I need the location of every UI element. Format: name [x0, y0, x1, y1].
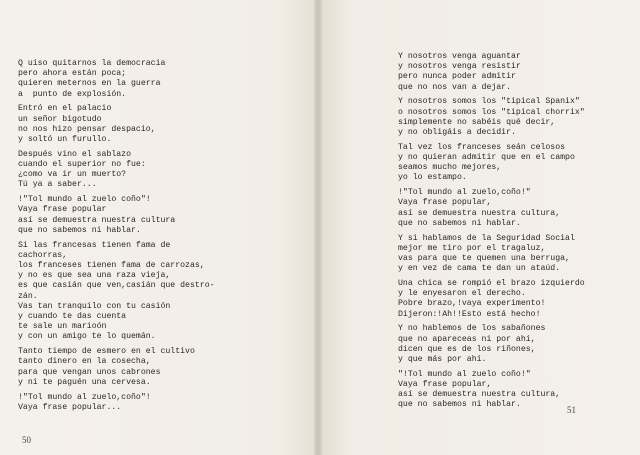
poem-line: seamos mucho mejores,	[398, 163, 502, 173]
poem-line: y le enyesaron el derecho.	[398, 289, 526, 299]
stanza	[398, 52, 585, 93]
poem-line: que no sabemos ni hablar.	[398, 218, 521, 228]
poem-line: tanto dinero en la cosecha,	[18, 357, 151, 367]
poem-line: Entró en el palacio	[18, 104, 112, 114]
poem-line: para que vengan unos cabrones	[18, 367, 161, 377]
poem-line: Y nosotros somos los "tipical Spanix"	[398, 97, 580, 107]
poem-line: te sale un marioón	[18, 322, 107, 332]
poem-line: Y nosotros venga aguantar	[398, 52, 521, 61]
poem-line: Vas tan tranquilo con tu casión	[18, 301, 171, 311]
left-page	[0, 0, 318, 455]
poem-line: Tanto tiempo de esmero en el cultivo	[18, 347, 195, 357]
poem-line: es que casián que ven,casián que destro-	[18, 281, 215, 291]
stanza	[398, 97, 585, 138]
poem-line: zán.	[18, 291, 38, 301]
poem-line: y nosotros venga resistir	[398, 62, 521, 72]
poem-line: Si las francesas tienen fama de	[18, 240, 171, 250]
stanza	[398, 234, 585, 275]
poem-line: Dijeron:!Ah!!Esto está hecho!	[398, 309, 541, 319]
stanza	[18, 59, 215, 100]
poem-line: Después vino el sablazo	[18, 149, 132, 159]
poem-line: yo lo estampo.	[398, 173, 467, 183]
poem-line: y cuando te das cuenta	[18, 312, 127, 322]
left-page-number: 50	[22, 435, 31, 445]
poem-line: y no es que sea una raza vieja,	[18, 271, 171, 281]
stanza	[18, 195, 215, 236]
poem-line: Y si hablamos de la Seguridad Social	[398, 233, 575, 243]
poem-line: Una chica se rompió el brazo izquierdo	[398, 279, 585, 289]
poem-line: y que más por ahí.	[398, 355, 487, 365]
poem-line: que no sabemos ni hablar.	[398, 400, 521, 410]
poem-line: quieren meternos en la guerra	[18, 79, 161, 89]
poem-line: así se demuestra nuestra cultura,	[398, 390, 561, 400]
poem-line: así se demuestra nuestra cultura,	[398, 208, 561, 218]
poem-line: cachorras,	[18, 250, 68, 260]
poem-line: Vaya frase popular,	[398, 198, 492, 208]
poem-line: que no sabemos ni hablar.	[18, 225, 141, 235]
stanza	[398, 188, 585, 229]
stanza	[398, 279, 585, 320]
poem-line: simplemente no sabéis qué decir,	[398, 117, 556, 127]
stanza	[398, 370, 585, 411]
right-page	[318, 0, 640, 455]
poem-line: Y no hablemos de los sabañones	[398, 324, 546, 334]
poem-line: ¿como va ir un muerto?	[18, 170, 127, 180]
poem-line: y soltó un furullo.	[18, 135, 112, 145]
poem-line: !"Tol mundo al zuelo,coño"!	[18, 392, 151, 402]
stanza	[18, 241, 215, 343]
poem-line: y ni te paguén una cervesa.	[18, 377, 151, 387]
right-page-number: 51	[567, 405, 576, 415]
stanza	[18, 104, 215, 145]
poem-line: !"Tol mundo al zuelo,coño!"	[398, 188, 531, 198]
stanza	[398, 143, 585, 184]
poem-line: vas para que te quemen una berruga,	[398, 254, 570, 264]
poem-line: cuando el superior no fue:	[18, 160, 146, 170]
poem-line: y en vez de cama te dan un ataúd.	[398, 264, 561, 274]
poem-line: y no obligáis a decidir.	[398, 128, 516, 138]
poem-line: dicen que es de los riñones,	[398, 344, 536, 354]
poem-line: Vaya frase popular...	[18, 402, 122, 412]
poem-line: así se demuestra nuestra cultura	[18, 215, 176, 225]
poem-line: pero ahora están poca;	[18, 69, 127, 79]
poem-line: Vaya frase popular,	[398, 380, 492, 390]
poem-line: mejor me tiro por el tragaluz,	[398, 243, 546, 253]
poem-line: a punto de explosión.	[18, 89, 127, 99]
poem-line: !"Tol mundo al zuelo coño"!	[18, 195, 151, 205]
stanza	[398, 324, 585, 365]
poem-line: Q uiso quitarnos la democracia	[18, 59, 166, 68]
poem-line: o nosotros somos los "tipical chorrix"	[398, 107, 585, 117]
poem-line: Tú ya a saber...	[18, 180, 97, 190]
poem-line: y con un amigo te lo quemán.	[18, 332, 156, 342]
poem-line: "!Tol mundo al zuelo coño!"	[398, 369, 531, 379]
poem-line: pero nunca poder admitir	[398, 72, 516, 82]
poem-line: un señor bigotudo	[18, 114, 102, 124]
right-page-text	[398, 52, 585, 415]
poem-line: no nos hizo pensar despacio,	[18, 124, 156, 134]
stanza	[18, 347, 215, 388]
poem-line: los franceses tienen fama de carrozas,	[18, 261, 205, 271]
poem-line: Tal vez los franceses seán celosos	[398, 142, 566, 152]
poem-line: que no apareceas ni por ahí,	[398, 334, 536, 344]
poem-line: Vaya frase popular	[18, 205, 107, 215]
left-page-text	[18, 59, 215, 418]
stanza	[18, 393, 215, 413]
poem-line: y no quieran admitir que en el campo	[398, 153, 575, 163]
poem-line: que no nos van a dejar.	[398, 82, 512, 92]
stanza	[18, 150, 215, 191]
poem-line: Pobre brazo,!vaya experimento!	[398, 299, 546, 309]
